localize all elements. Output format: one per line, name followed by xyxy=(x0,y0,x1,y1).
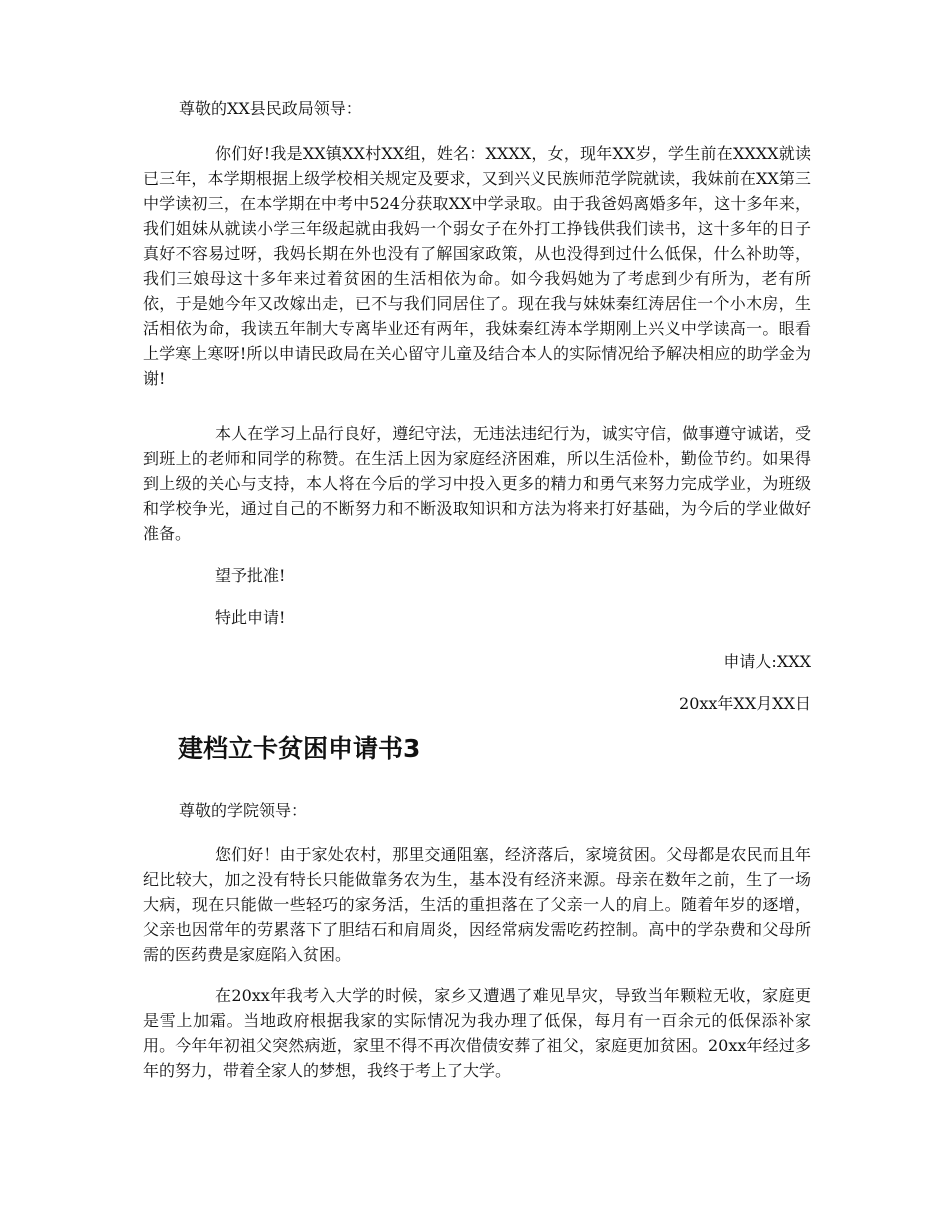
letter2-paragraph-1: 您们好！由于家处农村，那里交通阻塞，经济落后，家境贫困。父母都是农民而且年纪比较大，加之没有特长只能做靠务农为生，基本没有经济来源。母亲在数年之前，生了一场大病，现在只能做一些轻巧的家务活，生活的重担落在了父亲一人的肩上。随着年岁的逐增，父亲也因常年的劳累落下了胆结石和肩周炎，因经常病发需吃药控制。高中的学杂费和父母所需的医药费是家庭陷入贫困。 xyxy=(143,845,811,964)
letter1-paragraph-1: 你们好!我是XX镇XX村XX组，姓名：XXXX，女，现年XX岁，学生前在XXXX就读已三年，本学期根据上级学校相关规定及要求，又到兴义民族师范学院就读，我妹前在XX第三中学读初三，在本学期在中考中524分获取XX中学录取。由于我爸妈离婚多年，这十多年来，我们姐妹从就读小学三年级起就由我妈一个弱女子在外打工挣钱供我们读书，这十多年的日子真好不容易过呀，我妈长期在外也没有了解国家政策，从也没得到过什么低保，什么补助等，我们三娘母这十多年来过着贫困的生活相依为命。如今我妈她为了考虑到少有所为，老有所依，于是她今年又改嫁出走，已不与我们同居住了。现在我与妹妹秦红涛居住一个小木房，生活相依为命，我读五年制大专离毕业还有两年，我妹秦红涛本学期刚上兴义中学读高一。眼看上学寒上寒呀!所以申请民政局在关心留守儿童及结合本人的实际情况给予解决相应的助学金为谢! xyxy=(143,144,811,388)
section-title: 建档立卡贫困申请书3 xyxy=(178,734,421,763)
letter1-paragraph-2: 本人在学习上品行良好，遵纪守法，无违法违纪行为，诚实守信，做事遵守诚诺，受到班上的老师和同学的称赞。在生活上因为家庭经济困难，所以生活俭朴，勤俭节约。如果得到上级的关心与支持，本人将在今后的学习中投入更多的精力和勇气来努力完成学业，为班级和学校争光，通过自己的不断努力和不断汲取知识和方法为将来打好基础，为今后的学业做好准备。 xyxy=(143,424,811,543)
letter1-closing-approve: 望予批准! xyxy=(215,566,286,585)
letter2-paragraph-2: 在20xx年我考入大学的时候，家乡又遭遇了难见旱灾，导致当年颗粒无收，家庭更是雪上加霜。当地政府根据我家的实际情况为我办理了低保，每月有一百余元的低保添补家用。今年年初祖父突然病逝，家里不得不再次借债安葬了祖父，家庭更加贫困。20xx年经过多年的努力，带着全家人的梦想，我终于考上了大学。 xyxy=(143,986,811,1080)
letter1-date: 20xx年XX月XX日 xyxy=(679,694,811,713)
letter1-applicant: 申请人:XXX xyxy=(723,652,811,671)
letter2-salutation: 尊敬的学院领导： xyxy=(179,801,308,820)
letter1-closing-apply: 特此申请! xyxy=(215,608,286,627)
letter1-salutation: 尊敬的XX县民政局领导： xyxy=(179,99,362,118)
